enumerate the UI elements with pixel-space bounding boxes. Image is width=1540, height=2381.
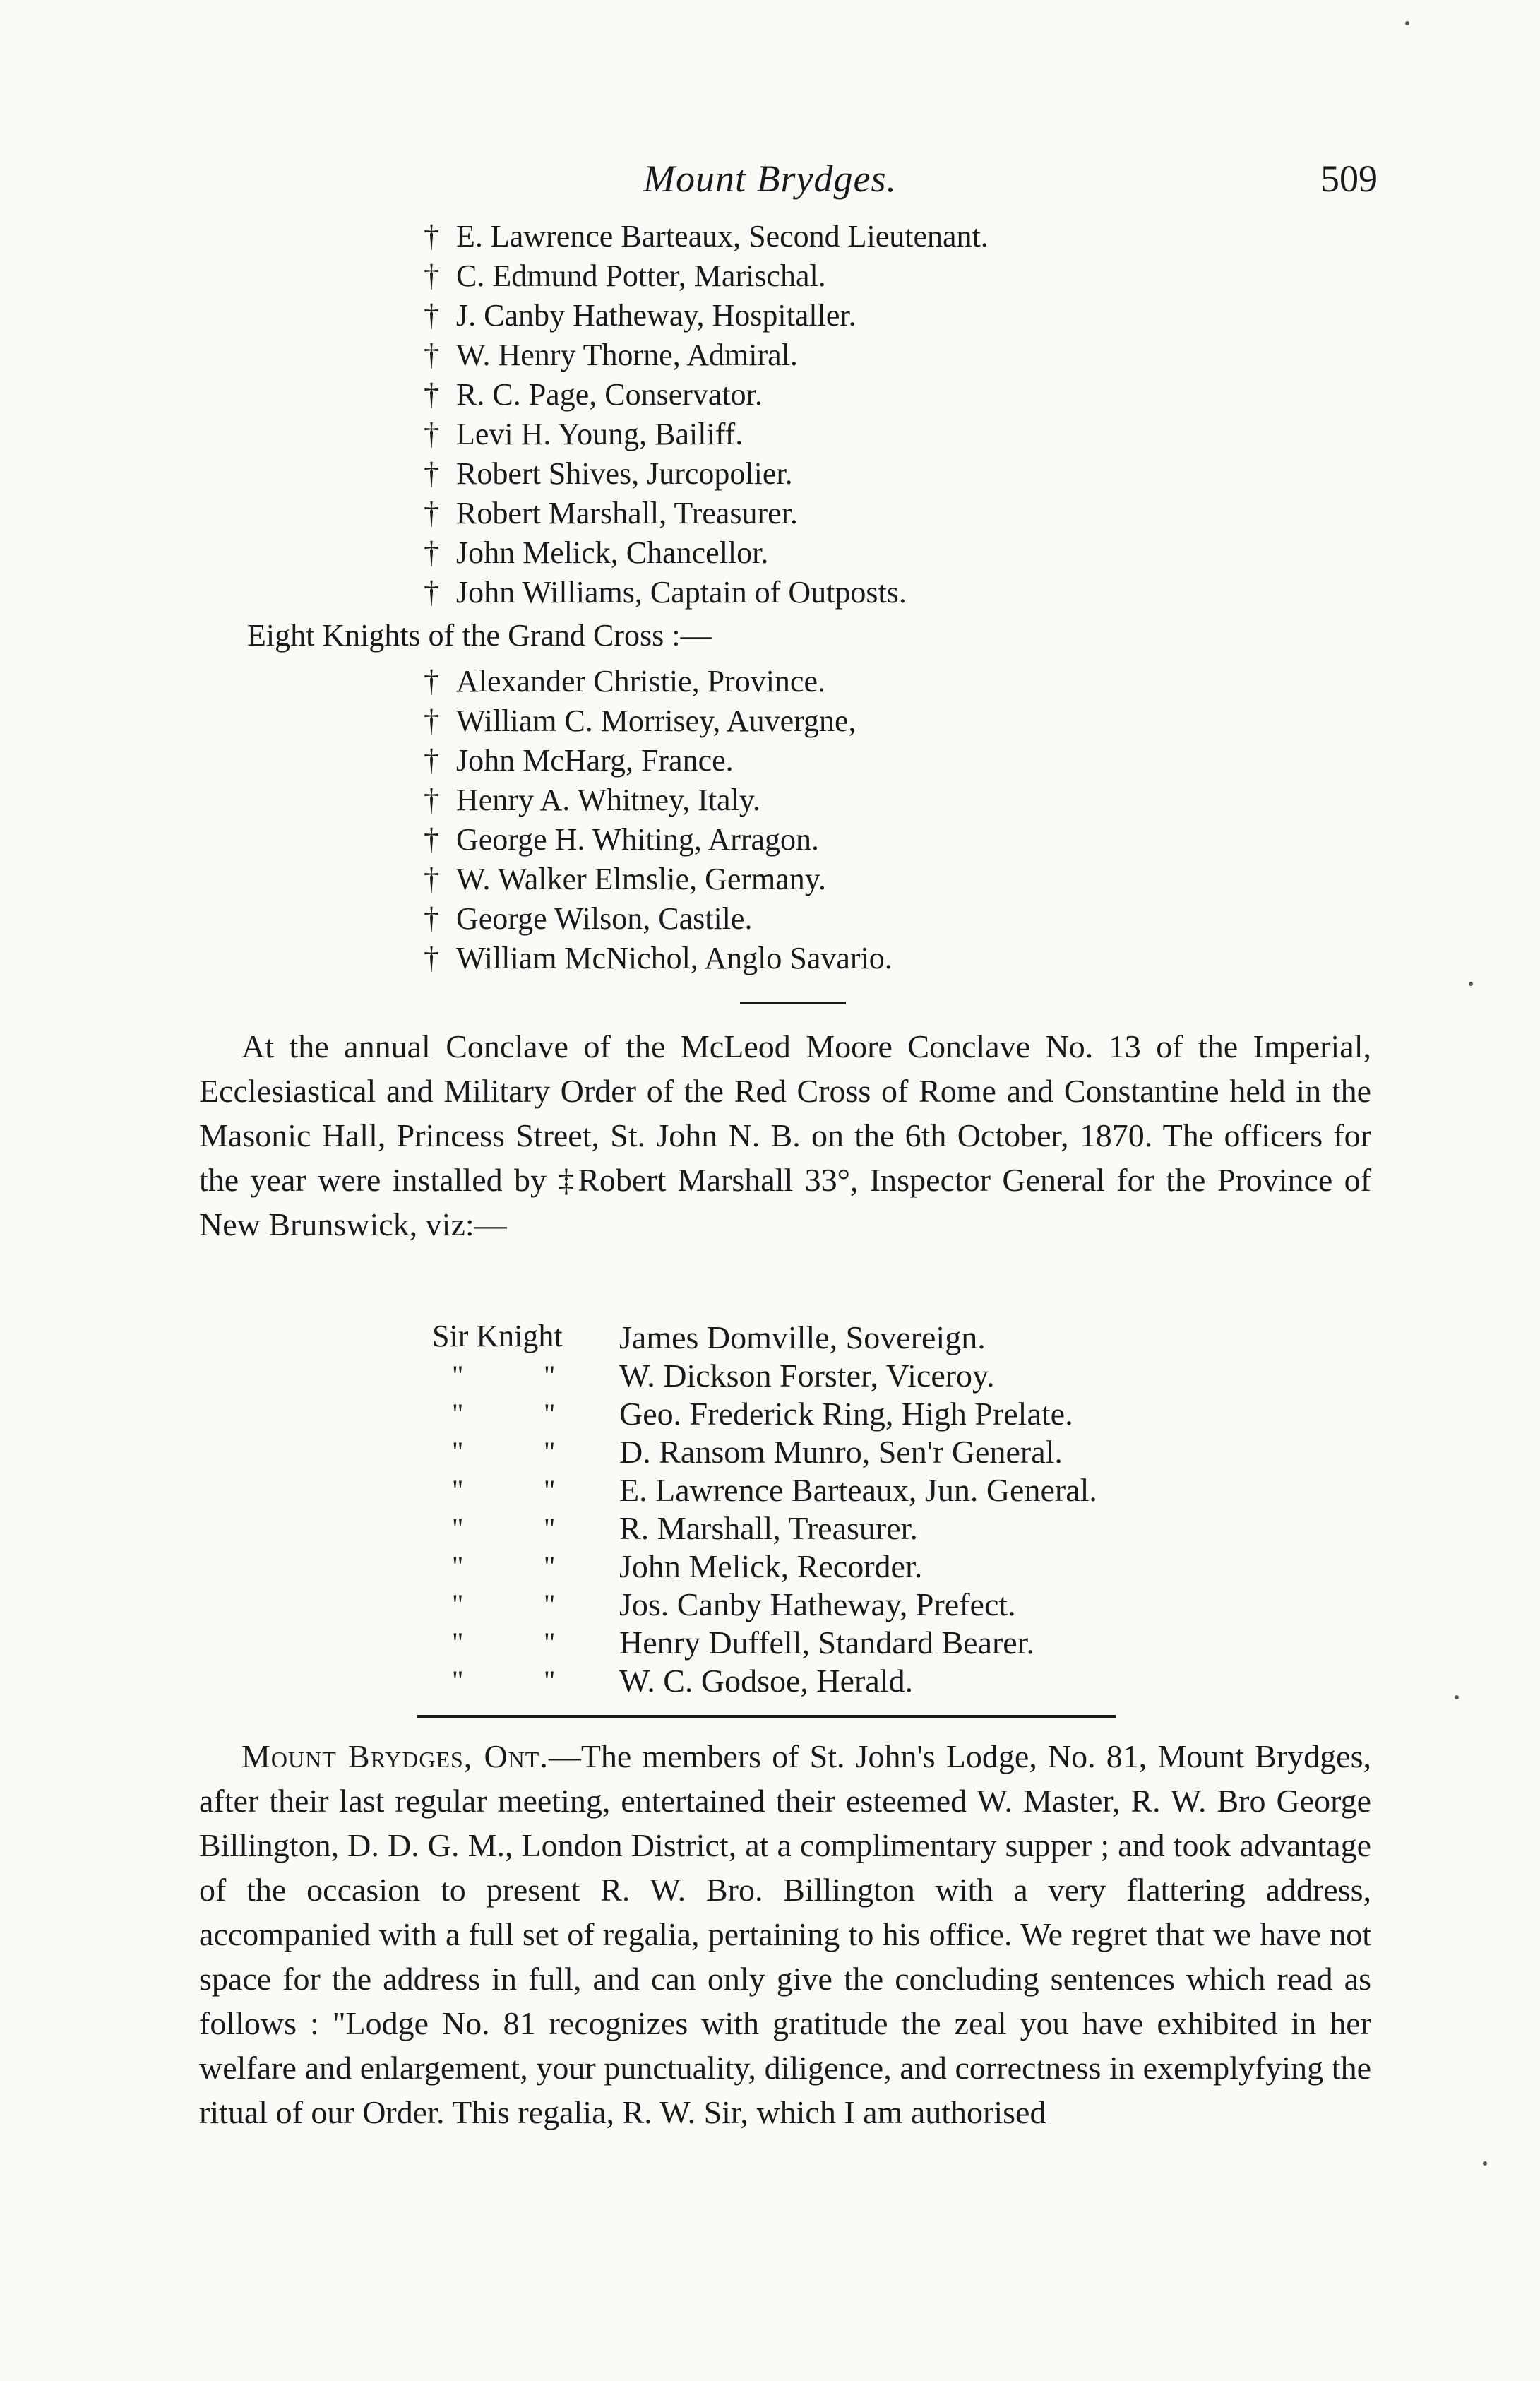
conclave-officer: W. Dickson Forster, Viceroy.	[619, 1358, 995, 1394]
grand-cross-line: † Alexander Christie, Province.	[424, 660, 825, 703]
grand-cross-line: † William McNichol, Anglo Savario.	[424, 937, 893, 980]
mount-brydges-lead: Mount Brydges, Ont.	[241, 1738, 549, 1774]
dagger-mark: †	[424, 259, 439, 293]
officer-line: † Robert Marshall, Treasurer.	[424, 492, 798, 535]
conclave-officer: E. Lawrence Barteaux, Jun. General.	[619, 1472, 1097, 1508]
mount-brydges-paragraph	[199, 1734, 1371, 2134]
ditto-mark: "	[452, 1665, 464, 1697]
ditto-mark: "	[544, 1589, 556, 1620]
grand-cross-line: † William C. Morrisey, Auvergne,	[424, 700, 856, 742]
officer-line: † R. C. Page, Conservator.	[424, 374, 763, 416]
ditto-mark: "	[544, 1512, 556, 1544]
conclave-officer: James Domville, Sovereign.	[619, 1319, 986, 1355]
running-head	[0, 157, 1540, 206]
grand-cross-line: † George H. Whiting, Arragon.	[424, 819, 819, 861]
section-divider	[417, 1715, 1116, 1718]
sir-knight-label: Sir Knight	[432, 1319, 563, 1353]
grand-cross-heading: Eight Knights of the Grand Cross :—	[247, 618, 712, 653]
dagger-mark: †	[424, 338, 439, 372]
grand-cross-line: † John McHarg, France.	[424, 740, 734, 782]
dagger-mark: †	[424, 219, 439, 254]
page-number: 509	[1320, 158, 1378, 200]
conclave-officer: Henry Duffell, Standard Bearer.	[619, 1625, 1035, 1661]
dagger-mark: †	[424, 941, 439, 975]
ditto-mark: "	[544, 1360, 556, 1391]
dagger-mark: †	[424, 822, 439, 857]
conclave-paragraph: At the annual Conclave of the McLeod Moore Conclave No. 13 of the Imperial, Ecclesiastical and Military Order of the Red Cross of Rome and Constantine held in the Masonic Hall, Princess Street, St. John N. B. on the 6th October, 1870. The officers for the year were installed by ‡Robert Marshall 33°, Inspector General for the Province of New Brunswick, viz:—	[199, 1028, 1371, 1242]
officer-line: † Levi H. Young, Bailiff.	[424, 413, 743, 456]
officer-line: † Robert Shives, Jurcopolier.	[424, 453, 793, 495]
mount-brydges-text: —The members of St. John's Lodge, No. 81, Mount Brydges, after their last regular meeting, entertained their esteemed W. Master, R. W. Bro George Billington, D. D. G. M., London District, at a complimentary supper ; and took advantage of the occasion to present R. W. Bro. Billington with a very flattering address, accompanied with a full set of regalia, pertaining to his office. We regret that we have not space for the address in full, and can only give the concluding sentences which read as follows : "Lodge No. 81 recognizes with gratitude the zeal you have exhibited in her welfare and enlargement, your punctuality, diligence, and correctness in exemplyfying the ritual of our Order. This regalia, R. W. Sir, which I am authorised	[199, 1738, 1372, 2130]
dagger-mark: †	[424, 575, 439, 610]
ditto-mark: "	[544, 1474, 556, 1506]
ditto-mark: "	[452, 1436, 464, 1468]
dagger-mark: †	[424, 901, 439, 936]
officer-line: † John Williams, Captain of Outposts.	[424, 571, 907, 614]
running-title: Mount Brydges.	[643, 158, 897, 200]
print-speck	[1405, 21, 1409, 25]
ditto-mark: "	[452, 1550, 464, 1582]
grand-cross-line: † W. Walker Elmslie, Germany.	[424, 858, 826, 901]
conclave-officer: R. Marshall, Treasurer.	[619, 1510, 918, 1546]
ditto-mark: "	[544, 1436, 556, 1468]
print-speck	[1483, 2161, 1487, 2166]
ditto-mark: "	[452, 1398, 464, 1430]
ditto-mark: "	[452, 1360, 464, 1391]
conclave-officer: Jos. Canby Hatheway, Prefect.	[619, 1586, 1016, 1622]
dagger-mark: †	[424, 862, 439, 896]
officer-line: † J. Canby Hatheway, Hospitaller.	[424, 295, 856, 337]
ditto-mark: "	[452, 1512, 464, 1544]
officer-line: † W. Henry Thorne, Admiral.	[424, 334, 798, 376]
officer-line: † C. Edmund Potter, Marischal.	[424, 255, 826, 297]
dagger-mark: †	[424, 783, 439, 817]
conclave-officer: W. C. Godsoe, Herald.	[619, 1663, 914, 1699]
section-divider	[740, 1002, 846, 1004]
print-speck	[1469, 982, 1473, 986]
dagger-mark: †	[424, 743, 439, 778]
conclave-officer: John Melick, Recorder.	[619, 1548, 923, 1584]
dagger-mark: †	[424, 535, 439, 570]
print-speck	[1455, 1695, 1459, 1699]
ditto-mark: "	[544, 1398, 556, 1430]
officer-line: † John Melick, Chancellor.	[424, 532, 768, 574]
ditto-mark: "	[544, 1627, 556, 1658]
officer-line: † E. Lawrence Barteaux, Second Lieutenant.	[424, 215, 989, 258]
conclave-officer: D. Ransom Munro, Sen'r General.	[619, 1434, 1063, 1470]
ditto-mark: "	[452, 1589, 464, 1620]
conclave-officer: Geo. Frederick Ring, High Prelate.	[619, 1396, 1073, 1432]
dagger-mark: †	[424, 456, 439, 491]
ditto-mark: "	[544, 1550, 556, 1582]
grand-cross-line: † George Wilson, Castile.	[424, 898, 752, 940]
ditto-mark: "	[452, 1474, 464, 1506]
grand-cross-line: † Henry A. Whitney, Italy.	[424, 779, 760, 821]
dagger-mark: †	[424, 417, 439, 451]
dagger-mark: †	[424, 496, 439, 530]
dagger-mark: †	[424, 298, 439, 333]
dagger-mark: †	[424, 377, 439, 412]
ditto-mark: "	[544, 1665, 556, 1697]
ditto-mark: "	[452, 1627, 464, 1658]
dagger-mark: †	[424, 664, 439, 699]
dagger-mark: †	[424, 703, 439, 738]
